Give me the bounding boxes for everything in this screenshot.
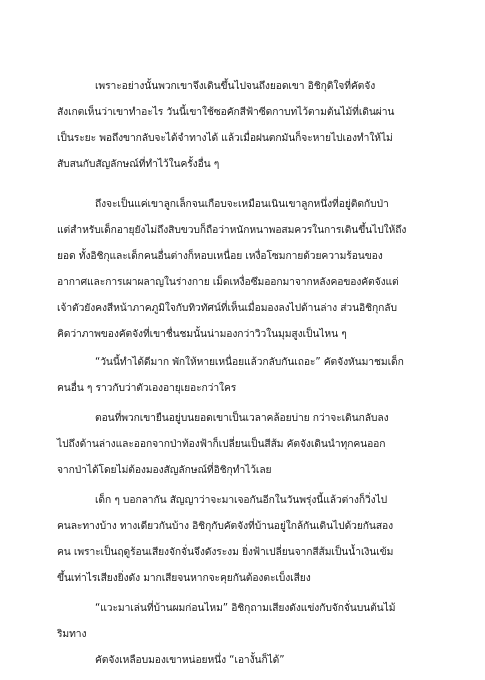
paragraph-line: เพราะอย่างนั้นพวกเขาจึงเดินขึ้นไปจนถึงยอดเขา อิชิกุดิใจที่คัตจัง [95, 80, 376, 92]
paragraph-line: เจ้าตัวยังคงสีหน้าภาคภูมิใจกับทิวทัศน์ที่เห็นเมื่อมองลงไปด้านล่าง ส่วนอิชิกุกลับ [57, 302, 397, 314]
paragraph-line: คนละทางบ้าง ทางเดียวกันบ้าง อิชิกุกับคัตจังที่บ้านอยู่ใกล้กันเดินไปด้วยกันสอง [57, 520, 394, 532]
paragraph-line: ริมทาง [57, 628, 87, 640]
paragraph-line: คน เพราะเป็นฤดูร้อนเสียงจักจั่นจึงดังระงม ยิ่งฟ้าเปลี่ยนจากสีส้มเป็นน้ำเงินเข้ม [57, 546, 394, 558]
paragraph-line: คนอื่น ๆ ราวกับว่าตัวเองอายุเยอะกว่าใคร [57, 382, 237, 394]
dialogue-line: คัตจังเหลือบมองเขาหน่อยหนึ่ง “เอางั้นก็ได้” [95, 654, 285, 666]
paragraph-line: ตอนที่พวกเขายืนอยู่บนยอดเขาเป็นเวลาคล้อยบ่าย กว่าจะเดินกลับลง [95, 412, 389, 424]
paragraph-line: สับสนกับสัญลักษณ์ที่ทำไว้ในครั้งอื่น ๆ [57, 158, 220, 170]
paragraph-line: จากป่าได้โดยไม่ต้องมองสัญลักษณ์ที่อิชิกุทำไว้เลย [57, 464, 272, 476]
paragraph-line: แต่สำหรับเด็กอายุยังไม่ถึงสิบขวบก็ถือว่าหนักหนาพอสมควรในการเดินขึ้นไปให้ถึง [57, 224, 407, 236]
dialogue-line: “แวะมาเล่นที่บ้านผมก่อนไหม” อิชิกุถามเสียงดังแข่งกับจักจั่นบนต้นไม้ [95, 602, 396, 614]
paragraph-line: สังเกตเห็นว่าเขาทำอะไร วันนี้เขาใช้ซอคักสีฟ้าซีดกาบทไว้ตามต้นไม้ที่เดินผ่าน [57, 106, 395, 118]
paragraph-line: ขึ้นเท่าไรเสียงยิ่งดัง มากเสียจนหากจะคุยกันต้องตะเบ็งเสียง [57, 572, 311, 584]
paragraph-line: ยอด ทั้งอิชิกุและเด็กคนอื่นต่างก็หอบเหนื่อย เหงื่อโซมกายด้วยความร้อนของ [57, 250, 383, 262]
paragraph-line: เด็ก ๆ บอกลากัน สัญญาว่าจะมาเจอกันอีกในวันพรุ่งนี้แล้วต่างก็วิ่งไป [95, 494, 388, 506]
paragraph-line: ไปถึงด้านล่างและออกจากป่าท้องฟ้าก็เปลี่ยนเป็นสีส้ม คัตจังเดินนำทุกคนออก [57, 438, 386, 450]
paragraph-line: อากาศและการเผาผลาญในร่างกาย เม็ดเหงื่อซึมออกมาจากหลังคอของคัตจังแต่ [57, 276, 399, 288]
paragraph-line: ถึงจะเป็นแค่เขาลูกเล็กจนเกือบจะเหมือนเนินเขาลูกหนึ่งที่อยู่ติดกับป่า [95, 198, 389, 210]
paragraph-line: คิดว่าภาพของคัตจังที่เขาชื่นชมนั้นน่ามองกว่าวิวในมุมสูงเป็นไหน ๆ [57, 328, 347, 340]
paragraph-line: เป็นระยะ พอถึงขากลับจะได้จำทางได้ แล้วเมื่อฝนตกมันก็จะหายไปเองทำให้ไม่ [57, 132, 393, 144]
dialogue-line: “วันนี้ทำได้ดีมาก พักให้หายเหนื่อยแล้วกลับกันเถอะ” คัตจังหันมาชมเด็ก [95, 356, 404, 368]
